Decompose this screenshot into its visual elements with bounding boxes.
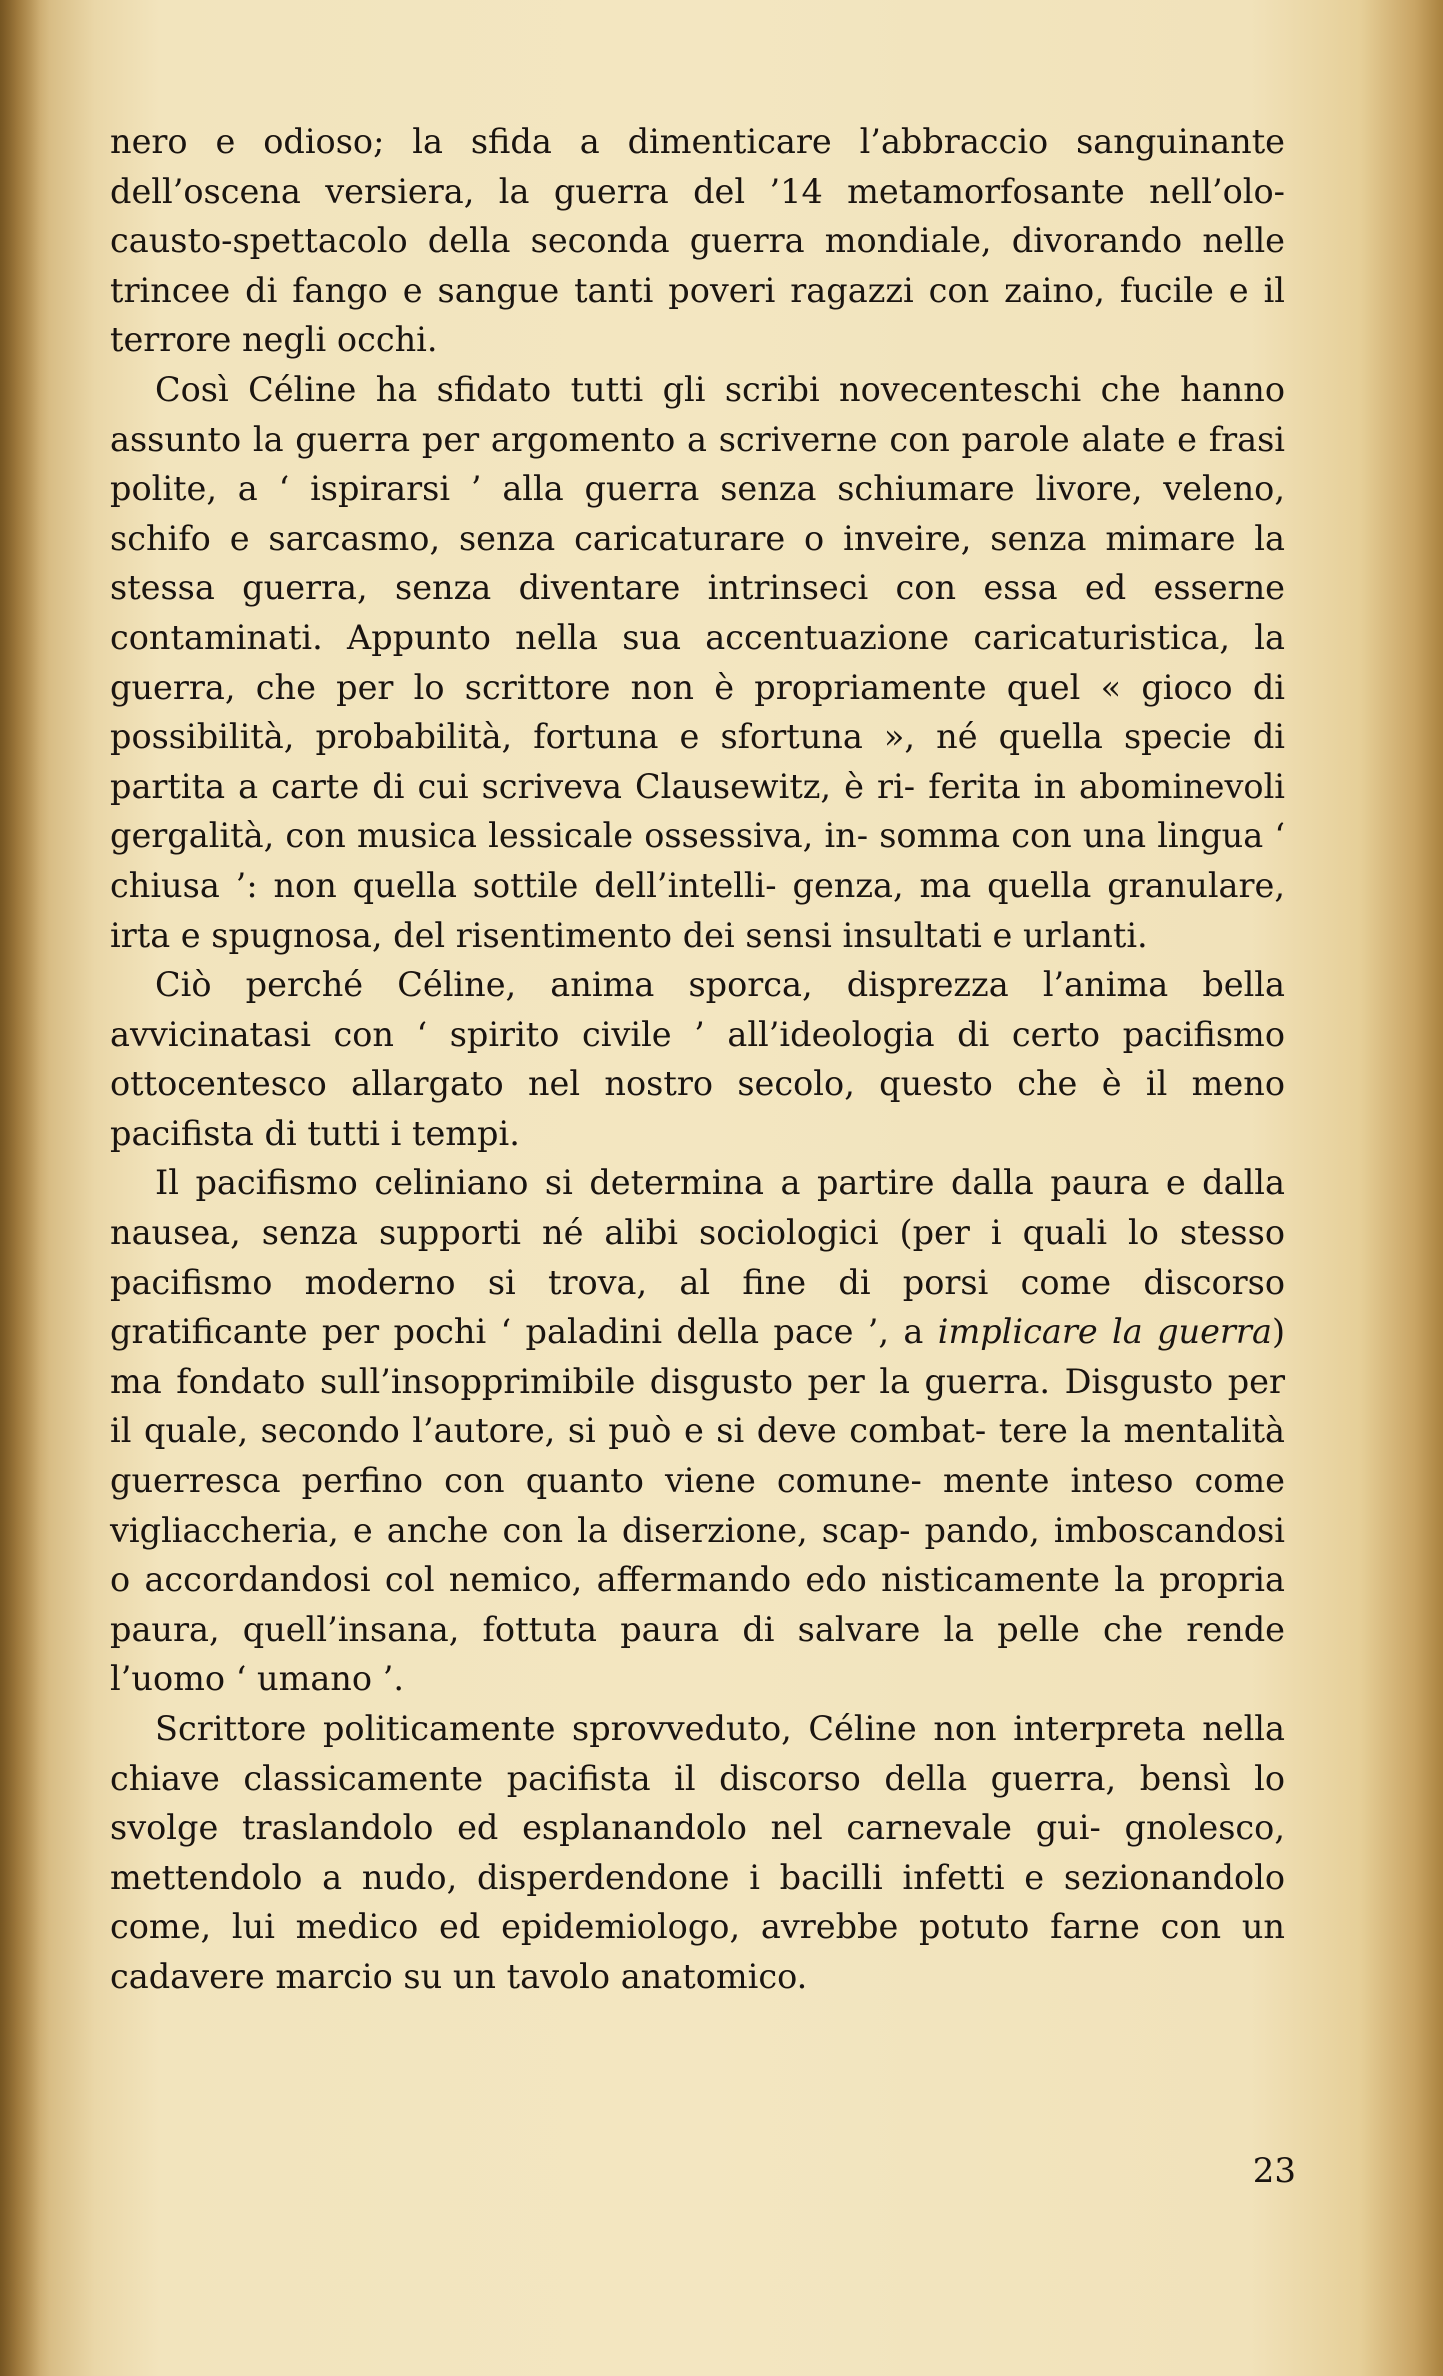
text-line: caricaturistica, la guerra, che per lo scrittore non è propriamente (110, 617, 1285, 707)
paragraph-1 (110, 117, 1285, 365)
text-line: sezionandolo come, lui medico ed epidemiologo, avrebbe potuto (110, 1857, 1285, 1947)
text-line: avvicinatasi con ‘ spirito civile ’ all’ideologia di certo pacifismo (110, 1014, 1285, 1054)
text-line: senza mimare la stessa guerra, senza diventare intrinseci con (110, 518, 1285, 608)
text-line: trincee di fango e sangue tanti poveri ragazzi con zaino, fucile (110, 270, 1214, 310)
text-line: Ciò perché Céline, anima sporca, disprezza l’anima bella (155, 965, 1285, 1005)
text-line: farne con un cadavere marcio su un tavolo anatomico. (110, 1907, 1285, 1996)
text-line: dei sensi insultati e urlanti. (682, 915, 1148, 955)
text-line: quel « gioco di possibilità, probabilità, fortuna e sfortuna », né (110, 667, 1285, 757)
italic-phrase: guerra (1157, 1312, 1272, 1352)
text-line: salvare la pelle che rende l’uomo ‘ umano ’. (110, 1609, 1285, 1699)
page-number: 23 (1252, 2151, 1296, 2191)
paragraph-5 (110, 1704, 1285, 2002)
text-line: e il terrore negli occhi. (110, 270, 1285, 360)
text-line: bensì lo svolge traslandolo ed esplanandolo nel carnevale gui- (110, 1758, 1285, 1848)
text-line: essa ed esserne contaminati. Appunto nella sua accentuazione (110, 568, 1285, 657)
text-line: Disgusto per il quale, secondo l’autore, si può e si deve combat- (110, 1361, 1285, 1451)
text-line: alate e frasi polite, a ‘ ispirarsi ’ alla guerra senza schiumare (110, 419, 1285, 509)
text-line: nisticamente la propria paura, quell’insana, fottuta paura di (110, 1560, 1285, 1649)
text-line: dell’oscena versiera, la guerra del ’14 metamorfosante nell’olo- (110, 171, 1285, 211)
text-line: hanno assunto la guerra per argomento a scriverne con parole (110, 369, 1285, 459)
body-text (110, 117, 1285, 2002)
italic-phrase: implicare la (937, 1312, 1143, 1352)
paragraph-4 (110, 1158, 1285, 1704)
text-line: ferita in abominevoli gergalità, con musica lessicale ossessiva, in- (110, 766, 1285, 856)
text-line: tere la mentalità guerresca perfino con quanto viene comune- (110, 1411, 1286, 1501)
text-line: somma con una lingua ‘ chiusa ’: non quella sottile dell’intelli- (110, 816, 1286, 905)
text-line: guerra) ma fondato sull’insopprimibile disgusto per la guerra. (110, 1312, 1286, 1401)
text-line: pando, imboscandosi o accordandosi col nemico, affermando edo (110, 1510, 1285, 1600)
text-line: livore, veleno, schifo e sarcasmo, senza caricaturare o inveire, (110, 469, 1285, 558)
text-line: nausea, senza supporti né alibi sociologici (per i quali lo stesso (110, 1213, 1285, 1253)
text-line: Così Céline ha sfidato tutti gli scribi novecenteschi che (155, 369, 1161, 409)
text-line: ottocentesco allargato nel nostro secolo, questo che è il meno (110, 1064, 1285, 1104)
text-line: pacifismo moderno si trova, al fine di porsi come discorso (110, 1262, 1285, 1302)
paragraph-3 (110, 960, 1285, 1158)
spine-shadow (0, 0, 40, 2376)
text-line: pacifista di tutti i tempi. (110, 1113, 520, 1153)
text-line: quella specie di partita a carte di cui scriveva Clausewitz, è ri- (110, 717, 1285, 806)
text-line: nero e odioso; la sfida a dimenticare l’abbraccio sanguinante (110, 122, 1285, 161)
text-line: causto-spettacolo della seconda guerra mondiale, divorando nelle (110, 221, 1285, 261)
text-line: gnolesco, mettendolo a nudo, disperdendone i bacilli infetti e (110, 1808, 1285, 1897)
text-line: nella chiave classicamente pacifista il discorso della guerra, (110, 1709, 1285, 1798)
text-line: Scrittore politicamente sprovveduto, Céline non interpreta (155, 1709, 1186, 1748)
text-line: genza, ma quella granulare, irta e spugnosa, del risentimento (110, 865, 1285, 955)
text-line: gratificante per pochi ‘ paladini della pace ’, a (110, 1312, 938, 1352)
paragraph-2 (110, 365, 1285, 960)
text-line: Il pacifismo celiniano si determina a partire dalla paura e dalla (155, 1163, 1285, 1203)
text-line: mente inteso come vigliaccheria, e anche con la diserzione, scap- (110, 1461, 1285, 1550)
